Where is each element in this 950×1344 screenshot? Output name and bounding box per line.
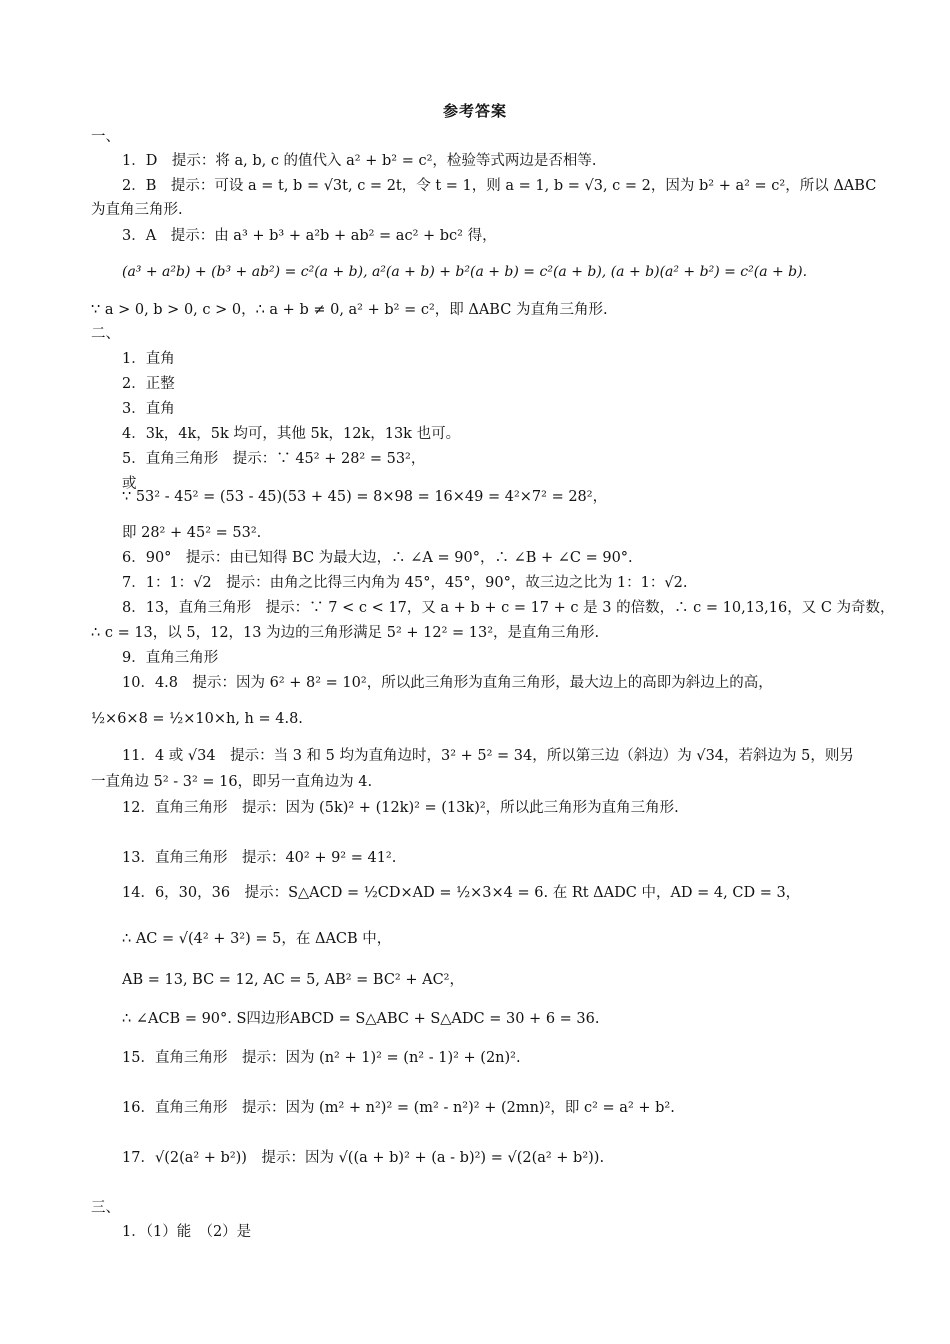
page-title: 参考答案 — [442, 102, 507, 120]
equation-line: AB = 13, BC = 12, AC = 5, AB² = BC² + AC²， — [122, 972, 464, 988]
answer-line: 16．直角三角形 提示：因为 (m² + n²)² = (m² - n²)² + (2mn)²，即 c² = a² + b². — [122, 1100, 675, 1116]
answer-line: 9．直角三角形 — [122, 650, 219, 666]
equation-line: ½×6×8 = ½×10×h, h = 4.8. — [91, 711, 303, 727]
equation-line: ∵ 53² - 45² = (53 - 45)(53 + 45) = 8×98 = 16×49 = 4²×7² = 28²， — [122, 489, 608, 505]
answer-line: 17．√(2(a² + b²)) 提示：因为 √((a + b)² + (a - b)²) = √(2(a² + b²)). — [122, 1150, 605, 1166]
answer-line: 4．3k，4k，5k 均可，其他 5k，12k，13k 也可。 — [122, 426, 461, 442]
answer-line: ∴ c = 13，以 5，12，13 为边的三角形满足 5² + 12² = 13²，是直角三角形. — [91, 625, 600, 641]
answer-line: 1．直角 — [122, 351, 175, 367]
answer-line: 12．直角三角形 提示：因为 (5k)² + (12k)² = (13k)²，所以此三角形为直角三角形. — [122, 800, 679, 816]
answer-line: 1．D 提示：将 a, b, c 的值代入 a² + b² = c²，检验等式两边是否相等. — [122, 153, 597, 169]
answer-line: 3．直角 — [122, 401, 175, 417]
answer-line: 一直角边 5² - 3² = 16，即另一直角边为 4. — [91, 774, 373, 790]
answer-line: 3．A 提示：由 a³ + b³ + a²b + ab² = ac² + bc² 得， — [122, 228, 497, 244]
answer-line: 2．正整 — [122, 376, 175, 392]
answer-line: 即 28² + 45² = 53². — [122, 525, 262, 541]
section-label: 二、 — [91, 326, 120, 342]
equation-line: ∴ AC = √(4² + 3²) = 5，在 ΔACB 中， — [122, 931, 392, 947]
section-label: 一、 — [91, 129, 120, 145]
answer-line: ∵ a > 0, b > 0, c > 0，∴ a + b ≠ 0, a² + b² = c²，即 ΔABC 为直角三角形. — [91, 302, 608, 318]
answer-line: 2．B 提示：可设 a = t, b = √3t, c = 2t，令 t = 1，则 a = 1, b = √3, c = 2，因为 b² + a² = c²，所以 ΔABC — [122, 178, 877, 194]
answer-line: 15．直角三角形 提示：因为 (n² + 1)² = (n² - 1)² + (2n)². — [122, 1050, 521, 1066]
equation-line: ∴ ∠ACB = 90°. S四边形ABCD = S△ABC + S△ADC = 30 + 6 = 36. — [122, 1011, 600, 1027]
answer-line: 10．4.8 提示：因为 6² + 8² = 10²，所以此三角形为直角三角形，最大边上的高即为斜边上的高， — [122, 675, 773, 691]
answer-line: 为直角三角形. — [91, 202, 183, 218]
answer-line: 5．直角三角形 提示：∵ 45² + 28² = 53²， — [122, 451, 426, 467]
answer-line: 6．90° 提示：由已知得 BC 为最大边，∴ ∠A = 90°，∴ ∠B + ∠C = 90°. — [122, 550, 633, 566]
answer-line: 14．6，30，36 提示：S△ACD = ½CD×AD = ½×3×4 = 6. 在 Rt ΔADC 中，AD = 4, CD = 3， — [122, 885, 801, 901]
answer-line: 11．4 或 √34 提示：当 3 和 5 均为直角边时，3² + 5² = 34，所以第三边（斜边）为 √34，若斜边为 5，则另 — [122, 748, 854, 764]
equation-line: (a³ + a²b) + (b³ + ab²) = c²(a + b), a²(a + b) + b²(a + b) = c²(a + b), (a + b)(a² + b²) = c²(a + b). — [122, 264, 808, 280]
section-label: 三、 — [91, 1200, 120, 1216]
answer-line: 13．直角三角形 提示：40² + 9² = 41². — [122, 850, 397, 866]
answer-line: 8．13，直角三角形 提示：∵ 7 < c < 17，又 a + b + c = 17 + c 是 3 的倍数，∴ c = 10,13,16，又 C 为奇数， — [122, 600, 895, 616]
answer-line: 或 — [122, 476, 137, 492]
answer-line: 7．1：1：√2 提示：由角之比得三内角为 45°，45°，90°，故三边之比为 1：1：√2. — [122, 575, 688, 591]
answer-line: 1．（1）能 （2）是 — [122, 1224, 252, 1240]
